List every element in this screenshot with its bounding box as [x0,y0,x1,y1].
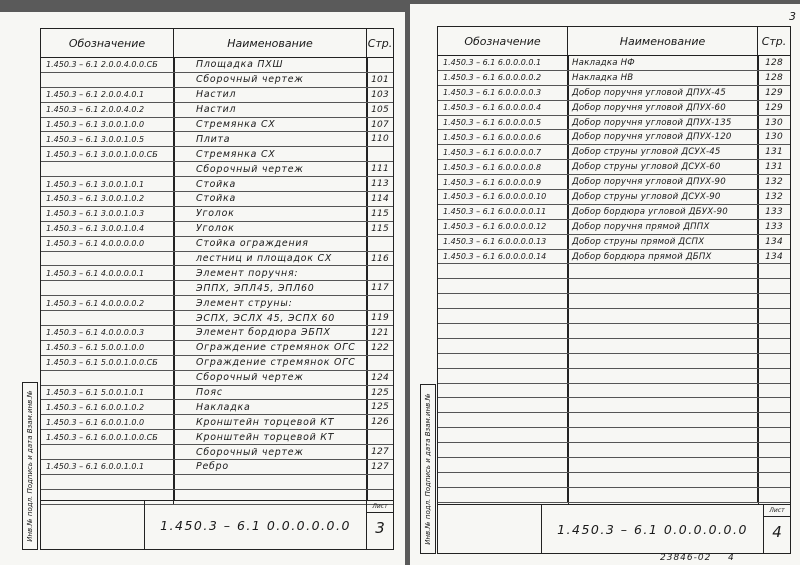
row-page [758,339,790,353]
row-page: 101 [371,74,389,85]
row-designation: 1.450.3 – 6.1 4.0.0.0.0.2 [41,296,174,310]
sheet-number-cell [763,505,790,553]
row-page [367,296,393,310]
table-row [41,88,393,103]
row-designation: 1.450.3 – 6.1 3.0.0.1.0.1 [41,177,174,191]
row-name: Пояс [174,386,367,400]
row-page: 128 [765,72,783,83]
table-row [41,147,393,162]
row-page: 117 [371,283,389,294]
row-page: 115 [371,223,389,234]
row-designation: 1.450.3 – 6.1 6.0.0.0.0.9 [438,175,568,189]
row-name: лестниц и площадок СХ [174,252,367,266]
row-designation: 1.450.3 – 6.1 3.0.0.1.0.0.СБ [41,147,174,161]
row-designation: 1.450.3 – 6.1 6.0.0.0.0.13 [438,235,568,249]
row-name: Стремянка СХ [174,118,367,132]
row-designation [41,162,174,176]
row-designation [438,413,568,427]
row-page: 125 [371,387,389,398]
table-row [41,266,393,281]
table-row [438,309,790,324]
row-designation: 1.450.3 – 6.1 6.0.0.0.0.8 [438,160,568,174]
row-page [758,428,790,442]
row-designation: 1.450.3 – 6.1 2.0.0.4.0.1 [41,88,174,102]
row-page: 115 [371,208,389,219]
row-page: 103 [371,89,389,100]
row-designation [41,281,174,295]
right-table-body [438,56,790,503]
row-name: Элемент струны: [174,296,367,310]
header-name: Наименование [174,29,367,57]
row-name: ЭСПХ, ЭСЛХ 45, ЭСПХ 60 [174,311,367,325]
table-row [41,415,393,430]
row-page: 132 [765,177,783,188]
row-name: Площадка ПХШ [174,58,367,72]
row-designation: 1.450.3 – 6.1 3.0.0.1.0.5 [41,132,174,146]
row-name [568,458,758,472]
row-name: Добор поручня прямой ДППХ [568,220,758,234]
header-page: Стр. [367,36,393,50]
row-name: Настил [174,103,367,117]
row-page [367,430,393,444]
right-title-box [541,505,790,553]
row-designation [438,458,568,472]
row-designation: 1.450.3 – 6.1 5.0.0.1.0.0.СБ [41,356,174,370]
row-page: 107 [371,119,389,130]
row-name: Сборочный чертеж [174,445,367,459]
row-page [758,309,790,323]
row-designation [41,252,174,266]
row-designation: 1.450.3 – 6.1 4.0.0.0.0.1 [41,266,174,280]
table-row [438,250,790,265]
table-row [41,386,393,401]
row-name [568,264,758,278]
table-row [41,237,393,252]
left-side-strip [22,382,38,550]
row-name [568,369,758,383]
row-name: Элемент поручня: [174,266,367,280]
row-name: Стойка [174,177,367,191]
row-name: Добор поручня угловой ДПУХ-135 [568,116,758,130]
row-name: Уголок [174,207,367,221]
row-designation [438,443,568,457]
row-designation: 1.450.3 – 6.1 5.0.0.1.0.1 [41,386,174,400]
table-row [41,177,393,192]
row-page [758,443,790,457]
row-page [758,279,790,293]
row-page: 132 [765,191,783,202]
table-row [41,73,393,88]
row-designation [438,309,568,323]
row-name [174,475,367,489]
row-name [568,413,758,427]
row-page: 127 [371,447,389,458]
row-designation: 1.450.3 – 6.1 3.0.0.1.0.3 [41,207,174,221]
row-name: Добор бордюра угловой ДБУХ-90 [568,205,758,219]
row-name [568,339,758,353]
row-name: Накладка НФ [568,56,758,70]
row-page [758,398,790,412]
table-row [438,71,790,86]
table-row [438,86,790,101]
row-designation: 1.450.3 – 6.1 6.0.0.0.0.3 [438,86,568,100]
table-row [41,192,393,207]
row-page: 110 [371,134,389,145]
row-designation: 1.450.3 – 6.1 6.0.0.0.0.2 [438,71,568,85]
table-row [438,473,790,488]
row-page [758,264,790,278]
table-row [438,145,790,160]
table-row [41,281,393,296]
right-title-block [438,504,790,553]
row-designation: 1.450.3 – 6.1 6.0.0.0.0.6 [438,130,568,144]
row-name [568,354,758,368]
row-designation: 1.450.3 – 6.1 4.0.0.0.0.3 [41,326,174,340]
row-page: 119 [371,313,389,324]
table-row [41,58,393,73]
row-name: Ограждение стремянок ОГС [174,341,367,355]
table-row [438,116,790,131]
left-table-body [41,58,393,505]
row-page [758,384,790,398]
row-designation [438,398,568,412]
row-designation: 1.450.3 – 6.1 2.0.0.4.0.0.СБ [41,58,174,72]
row-page: 121 [371,327,389,338]
document-code: 1.450.3 – 6.1 0.0.0.0.0.0 [557,521,748,537]
table-row [41,132,393,147]
row-designation [438,369,568,383]
row-page [758,488,790,502]
table-row [41,371,393,386]
row-page [367,58,393,72]
row-name: Настил [174,88,367,102]
header-name: Наименование [568,27,758,55]
row-name: Добор поручня угловой ДПУХ-120 [568,130,758,144]
row-designation: 1.450.3 – 6.1 3.0.0.1.0.0 [41,118,174,132]
table-row [41,326,393,341]
row-designation [438,339,568,353]
table-row [438,130,790,145]
sheet-number: 3 [375,519,385,537]
row-page: 134 [765,251,783,262]
right-sheet [410,4,800,565]
row-name: Сборочный чертеж [174,162,367,176]
row-name [568,294,758,308]
row-designation [41,475,174,489]
row-designation [438,473,568,487]
row-designation [41,445,174,459]
row-name [568,324,758,338]
row-designation: 1.450.3 – 6.1 6.0.0.0.0.7 [438,145,568,159]
sheet-number-cell [366,501,393,549]
row-designation [438,264,568,278]
row-page: 127 [371,461,389,472]
row-designation: 1.450.3 – 6.1 5.0.0.1.0.0 [41,341,174,355]
row-page: 133 [765,206,783,217]
row-page: 122 [371,342,389,353]
archive-stamp: 23846-02 [660,553,712,563]
row-name: Добор струны угловой ДСУХ-45 [568,145,758,159]
table-row [438,398,790,413]
row-page: 113 [371,179,389,190]
row-name: Накладка НВ [568,71,758,85]
row-name: Ограждение стремянок ОГС [174,356,367,370]
row-name [568,384,758,398]
table-row [41,460,393,475]
header-designation: Обозначение [438,27,568,55]
row-name [568,428,758,442]
table-row [41,445,393,460]
row-page: 134 [765,236,783,247]
header-page: Стр. [761,34,787,48]
row-name: Стойка [174,192,367,206]
table-row [438,190,790,205]
row-designation: 1.450.3 – 6.1 6.0.0.0.0.10 [438,190,568,204]
row-name: Стремянка СХ [174,147,367,161]
document-code: 1.450.3 – 6.1 0.0.0.0.0.0 [160,517,351,533]
row-page [367,266,393,280]
table-row [438,279,790,294]
sheet-label: Лист [367,503,393,513]
left-table-frame [40,28,394,550]
row-page: 124 [371,372,389,383]
row-page: 131 [765,162,783,173]
row-name [568,488,758,502]
right-table-frame [437,26,791,554]
row-designation [438,324,568,338]
table-row [438,369,790,384]
row-name [568,309,758,323]
row-name: Элемент бордюра ЭБПХ [174,326,367,340]
row-page: 130 [765,132,783,143]
table-row [438,220,790,235]
row-page: 129 [765,87,783,98]
row-name: Ребро [174,460,367,474]
row-name: Плита [174,132,367,146]
row-page [758,473,790,487]
left-table-header [41,29,393,58]
table-row [438,101,790,116]
table-row [438,339,790,354]
row-designation [438,384,568,398]
table-row [41,400,393,415]
table-row [438,324,790,339]
row-page [758,458,790,472]
right-table-header [438,27,790,56]
row-page [758,294,790,308]
row-page: 125 [371,402,389,413]
table-row [41,356,393,371]
row-designation: 1.450.3 – 6.1 6.0.0.1.0.2 [41,400,174,414]
row-designation: 1.450.3 – 6.1 6.0.0.0.0.1 [438,56,568,70]
row-designation: 1.450.3 – 6.1 3.0.0.1.0.4 [41,222,174,236]
sheet-number: 4 [772,523,782,541]
row-page [758,324,790,338]
row-page: 116 [371,253,389,264]
table-row [438,294,790,309]
row-designation: 1.450.3 – 6.1 6.0.0.0.0.5 [438,116,568,130]
row-designation: 1.450.3 – 6.1 2.0.0.4.0.2 [41,103,174,117]
row-name: Добор поручня угловой ДПУХ-60 [568,101,758,115]
table-row [438,160,790,175]
row-name: Кронштейн торцевой КТ [174,415,367,429]
row-designation: 1.450.3 – 6.1 6.0.0.0.0.4 [438,101,568,115]
row-page [367,237,393,251]
row-name [568,279,758,293]
table-row [438,413,790,428]
stamp-page-number: 4 [728,553,735,563]
header-designation: Обозначение [41,29,174,57]
row-designation: 1.450.3 – 6.1 3.0.0.1.0.2 [41,192,174,206]
table-row [41,162,393,177]
table-row [438,56,790,71]
table-row [41,222,393,237]
row-page: 126 [371,417,389,428]
table-row [438,264,790,279]
table-row [438,235,790,250]
row-designation: 1.450.3 – 6.1 6.0.0.1.0.0.СБ [41,430,174,444]
left-sheet [0,12,405,565]
row-name: Добор поручня угловой ДПУХ-90 [568,175,758,189]
row-designation [41,311,174,325]
side-strip-text: Инв.№ подл. Подпись и дата Взам.инв.№ [26,390,34,542]
table-row [438,354,790,369]
table-row [438,175,790,190]
table-row [438,458,790,473]
row-name: Кронштейн торцевой КТ [174,430,367,444]
row-page: 114 [371,193,389,204]
row-name: Накладка [174,400,367,414]
row-name: ЭППХ, ЭПЛ45, ЭПЛ60 [174,281,367,295]
row-page [367,475,393,489]
row-name: Сборочный чертеж [174,73,367,87]
row-designation [438,294,568,308]
row-page: 105 [371,104,389,115]
row-designation [41,371,174,385]
row-page [758,369,790,383]
row-designation [41,73,174,87]
corner-page-number: 3 [789,10,796,23]
table-row [41,207,393,222]
row-designation [438,428,568,442]
row-name: Стойка ограждения [174,237,367,251]
row-page: 133 [765,221,783,232]
row-designation [438,488,568,502]
table-row [438,205,790,220]
row-designation: 1.450.3 – 6.1 6.0.0.0.0.11 [438,205,568,219]
row-page: 128 [765,57,783,68]
left-title-box [144,501,393,549]
row-designation: 1.450.3 – 6.1 4.0.0.0.0.0 [41,237,174,251]
row-name: Сборочный чертеж [174,371,367,385]
table-row [41,252,393,267]
row-name: Добор струны угловой ДСУХ-60 [568,160,758,174]
left-title-block [41,500,393,549]
table-row [41,296,393,311]
table-row [41,118,393,133]
row-name: Добор бордюра прямой ДБПХ [568,250,758,264]
side-strip-text: Инв.№ подл. Подпись и дата Взам.инв.№ [424,393,432,545]
row-designation: 1.450.3 – 6.1 6.0.0.0.0.14 [438,250,568,264]
table-row [41,103,393,118]
table-row [438,384,790,399]
row-name [568,443,758,457]
table-row [438,488,790,503]
table-row [41,475,393,490]
row-designation: 1.450.3 – 6.1 6.0.0.1.0.0 [41,415,174,429]
table-row [438,428,790,443]
row-name: Добор струны угловой ДСУХ-90 [568,190,758,204]
row-name [568,398,758,412]
row-page [758,354,790,368]
table-row [41,430,393,445]
sheet-label: Лист [764,507,790,517]
table-row [41,311,393,326]
table-row [438,443,790,458]
row-name: Уголок [174,222,367,236]
row-page [367,147,393,161]
row-name: Добор поручня угловой ДПУХ-45 [568,86,758,100]
row-name: Добор струны прямой ДСПХ [568,235,758,249]
row-designation [438,279,568,293]
row-page: 111 [371,164,389,175]
table-row [41,341,393,356]
right-side-strip [420,384,436,554]
row-page: 130 [765,117,783,128]
row-designation [438,354,568,368]
row-page: 131 [765,147,783,158]
row-page: 129 [765,102,783,113]
row-name [568,473,758,487]
row-designation: 1.450.3 – 6.1 6.0.0.1.0.1 [41,460,174,474]
row-designation: 1.450.3 – 6.1 6.0.0.0.0.12 [438,220,568,234]
row-page [758,413,790,427]
row-page [367,356,393,370]
